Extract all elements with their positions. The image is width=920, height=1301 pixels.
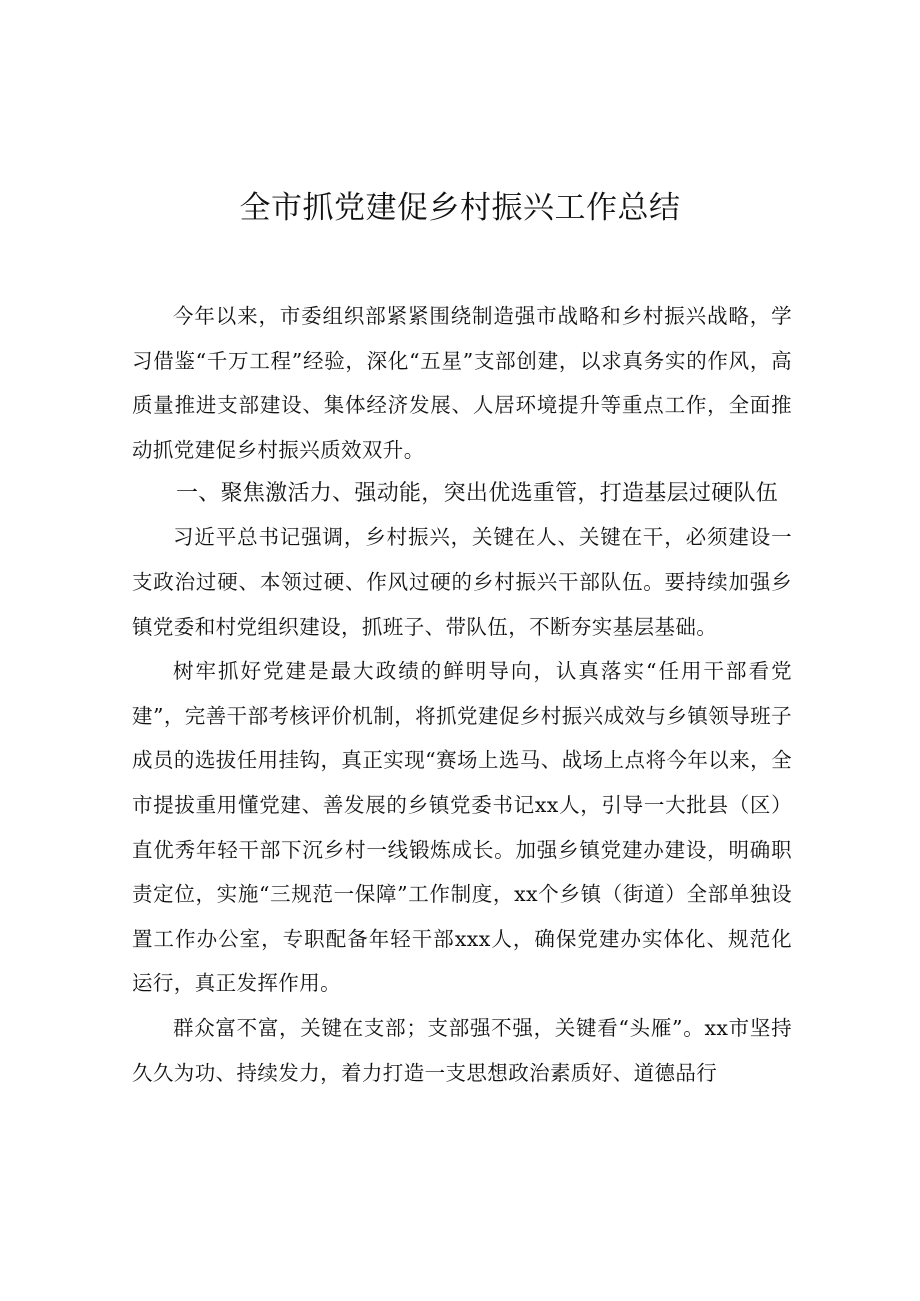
body-paragraph-1: 习近平总书记强调，乡村振兴，关键在人、关键在干，必须建设一支政治过硬、本领过硬、作风过硬的乡村振兴干部队伍。要持续加强乡镇党委和村党组织建设，抓班子、带队伍，不断夯实基层基础。 [132,525,792,639]
body-paragraph-3: 群众富不富，关键在支部；支部强不强，关键看“头雁”。xx市坚持久久为功、持续发力，着力打造一支思想政治素质好、道德品行 [132,1015,792,1085]
body-paragraph-2: 树牢抓好党建是最大政绩的鲜明导向，认真落实“任用干部看党建”，完善干部考核评价机制，将抓党建促乡村振兴成效与乡镇领导班子成员的选拔任用挂钩，真正实现“赛场上选马、战场上点将今年以来，全市提拔重用懂党建、善发展的乡镇党委书记xx人，引导一大批县（区）直优秀年轻干部下沉乡村一线锻炼成长。加强乡镇党建办建设，明确职责定位，实施“三规范一保障”工作制度，xx个乡镇（街道）全部单独设置工作办公室，专职配备年轻干部xxx人，确保党建办实体化、规范化运行，真正发挥作用。 [132,659,792,996]
section-heading-1: 一、聚焦激活力、强动能，突出优选重管，打造基层过硬队伍 [176,481,779,507]
intro-paragraph: 今年以来，市委组织部紧紧围绕制造强市战略和乡村振兴战略，学习借鉴“千万工程”经验，深化“五星”支部创建，以求真务实的作风，高质量推进支部建设、集体经济发展、人居环境提升等重点工作，全面推动抓党建促乡村振兴质效双升。 [132,304,792,462]
document-body [132,294,792,1095]
document-title: 全市抓党建促乡村振兴工作总结 [239,190,681,226]
